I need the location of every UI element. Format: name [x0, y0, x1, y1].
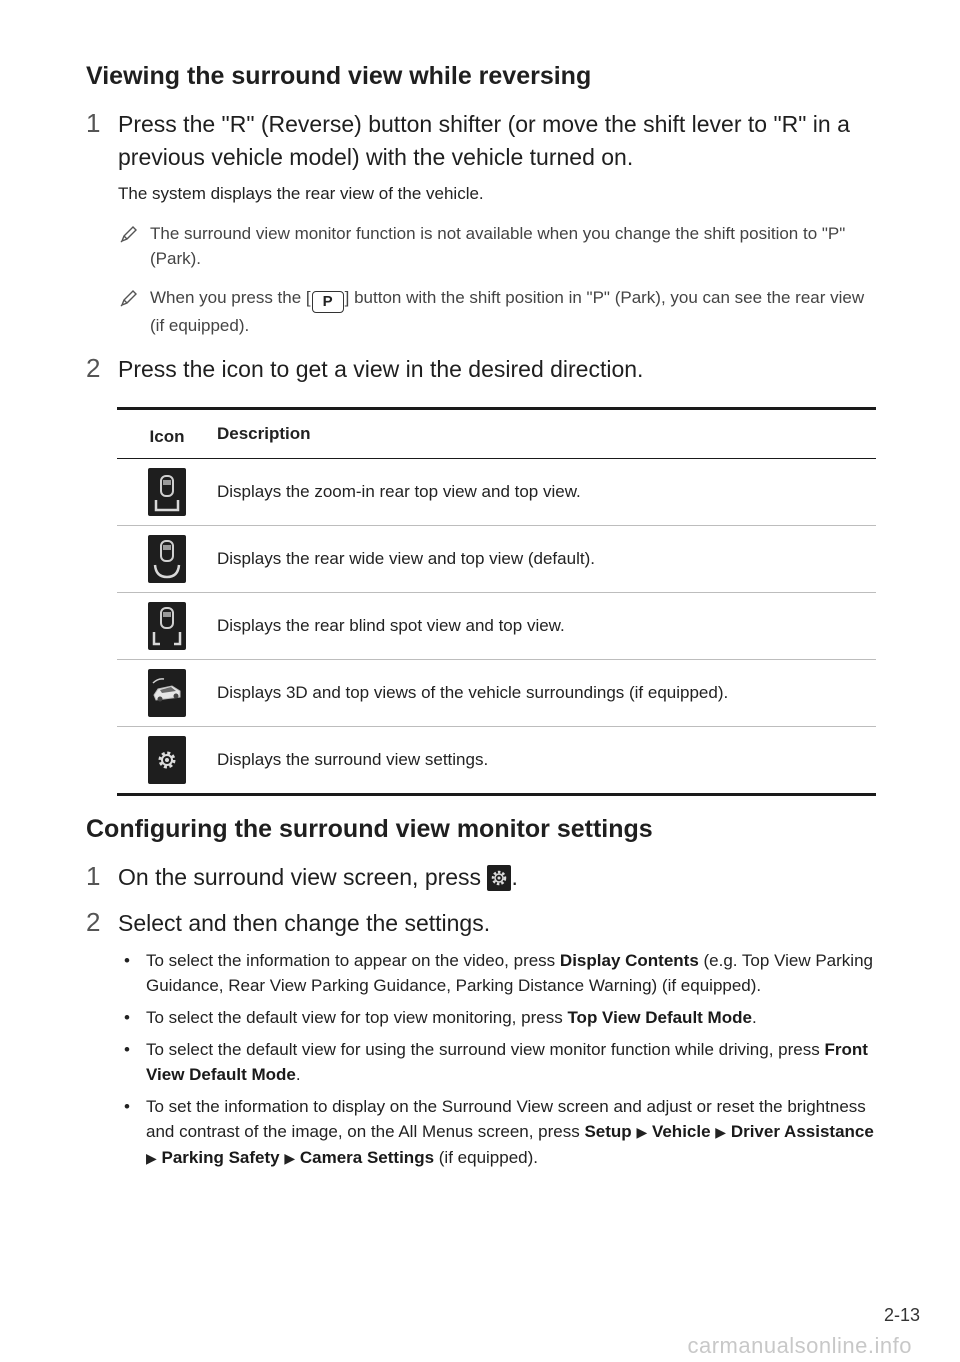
arrow-right-icon: ▶ [284, 1150, 296, 1166]
list-item [118, 1094, 878, 1171]
bullet-bold: Top View Default Mode [567, 1008, 752, 1027]
step-text: Press the icon to get a view in the desired direction. [118, 356, 644, 382]
menu-path-driver-assistance: Driver Assistance [730, 1122, 874, 1141]
settings-gear-icon [148, 736, 186, 784]
note-text: The surround view monitor function is not available when you change the shift position to "P" (Park). [150, 224, 846, 268]
rear-wide-view-icon [148, 535, 186, 583]
row-description: Displays the surround view settings. [217, 727, 876, 795]
bullet-dot: • [124, 1040, 130, 1059]
step-2-press-icon [86, 353, 876, 386]
column-header-icon: Icon [117, 409, 217, 459]
row-description: Displays 3D and top views of the vehicle surroundings (if equipped). [217, 660, 876, 727]
menu-path-vehicle: Vehicle [651, 1122, 711, 1141]
menu-path-setup: Setup [584, 1122, 632, 1141]
step-text: Press the "R" (Reverse) button shifter (or move the shift lever to "R" in a previous vehicle model) with the vehicle turned on. [118, 111, 850, 170]
icon-description-table [117, 407, 876, 796]
bullet-text: (e.g. Top View Parking Guidance, Rear View Parking Guidance, Parking Distance Warning) (if equipped). [146, 951, 873, 995]
section-heading-settings: Configuring the surround view monitor settings [86, 815, 653, 843]
note-text-part: When you press the [ [150, 288, 311, 307]
bullet-text: To set the information to display on the Surround View screen and adjust or reset the brightness and contrast of the image, on the All Menus screen, press [146, 1097, 866, 1141]
note-pen-icon [118, 287, 140, 316]
row-description: Displays the rear blind spot view and top view. [217, 593, 876, 660]
step-1-press-gear [86, 861, 876, 894]
arrow-right-icon: ▶ [146, 1150, 157, 1166]
menu-path-parking-safety: Parking Safety [161, 1148, 280, 1167]
step-number: 1 [86, 108, 101, 138]
note-park-unavailable [118, 221, 868, 271]
bullet-text: To select the default view for top view monitoring, press [146, 1008, 568, 1027]
rear-blind-spot-view-icon [148, 602, 186, 650]
watermark: carmanualsonline.info [687, 1333, 912, 1358]
bullet-dot: • [124, 1008, 130, 1027]
note-text [150, 285, 868, 338]
table-header-row [117, 409, 876, 459]
step-text-part: On the surround view screen, press [118, 864, 482, 890]
bullet-text: . [751, 1008, 757, 1027]
row-description: Displays the rear wide view and top view (default). [217, 526, 876, 593]
note-text-part: ] button with the shift position in "P" (Park), you can see the rear view (if equipped). [150, 288, 865, 335]
step-number: 2 [86, 907, 101, 937]
arrow-right-icon: ▶ [636, 1124, 648, 1140]
step-number: 1 [86, 861, 101, 891]
list-item [118, 1005, 878, 1030]
table-row [117, 526, 876, 593]
zoom-rear-top-view-icon [148, 468, 186, 516]
table-row [117, 660, 876, 727]
rear-view-paragraph: The system displays the rear view of the vehicle. [118, 184, 484, 203]
bullet-text: To select the default view for using the surround view monitor function while driving, press [146, 1040, 825, 1059]
table-row [117, 593, 876, 660]
step-text: Select and then change the settings. [118, 910, 491, 936]
bullet-text: To select the information to appear on the video, press [146, 951, 560, 970]
table-row [117, 727, 876, 795]
step-2-select-settings [86, 907, 876, 940]
list-item [118, 1037, 878, 1087]
note-park-button [118, 285, 868, 338]
column-header-description: Description [217, 409, 876, 459]
page-number: 2-13 [883, 1305, 920, 1325]
bullet-text: (if equipped). [434, 1148, 538, 1167]
step-number: 2 [86, 353, 101, 383]
step-text-part: . [511, 864, 518, 890]
3d-view-car-icon [148, 669, 186, 717]
note-pen-icon [118, 223, 140, 252]
parking-view-button-icon: P [312, 291, 344, 313]
arrow-right-icon: ▶ [715, 1124, 727, 1140]
bullet-dot: • [124, 951, 130, 970]
bullet-bold: Display Contents [559, 951, 699, 970]
section-heading-reversing: Viewing the surround view while reversing [86, 62, 592, 90]
menu-path-camera-settings: Camera Settings [299, 1148, 435, 1167]
list-item [118, 948, 878, 998]
bullet-dot: • [124, 1097, 130, 1116]
bullet-text: . [295, 1065, 301, 1084]
settings-gear-icon [487, 865, 511, 891]
step-1-reverse [86, 108, 876, 174]
step-text [118, 861, 876, 894]
row-description: Displays the zoom-in rear top view and top view. [217, 459, 876, 526]
bullet-bold: Front View Default Mode [146, 1040, 868, 1084]
table-row [117, 459, 876, 526]
settings-bullet-list [118, 948, 878, 1178]
